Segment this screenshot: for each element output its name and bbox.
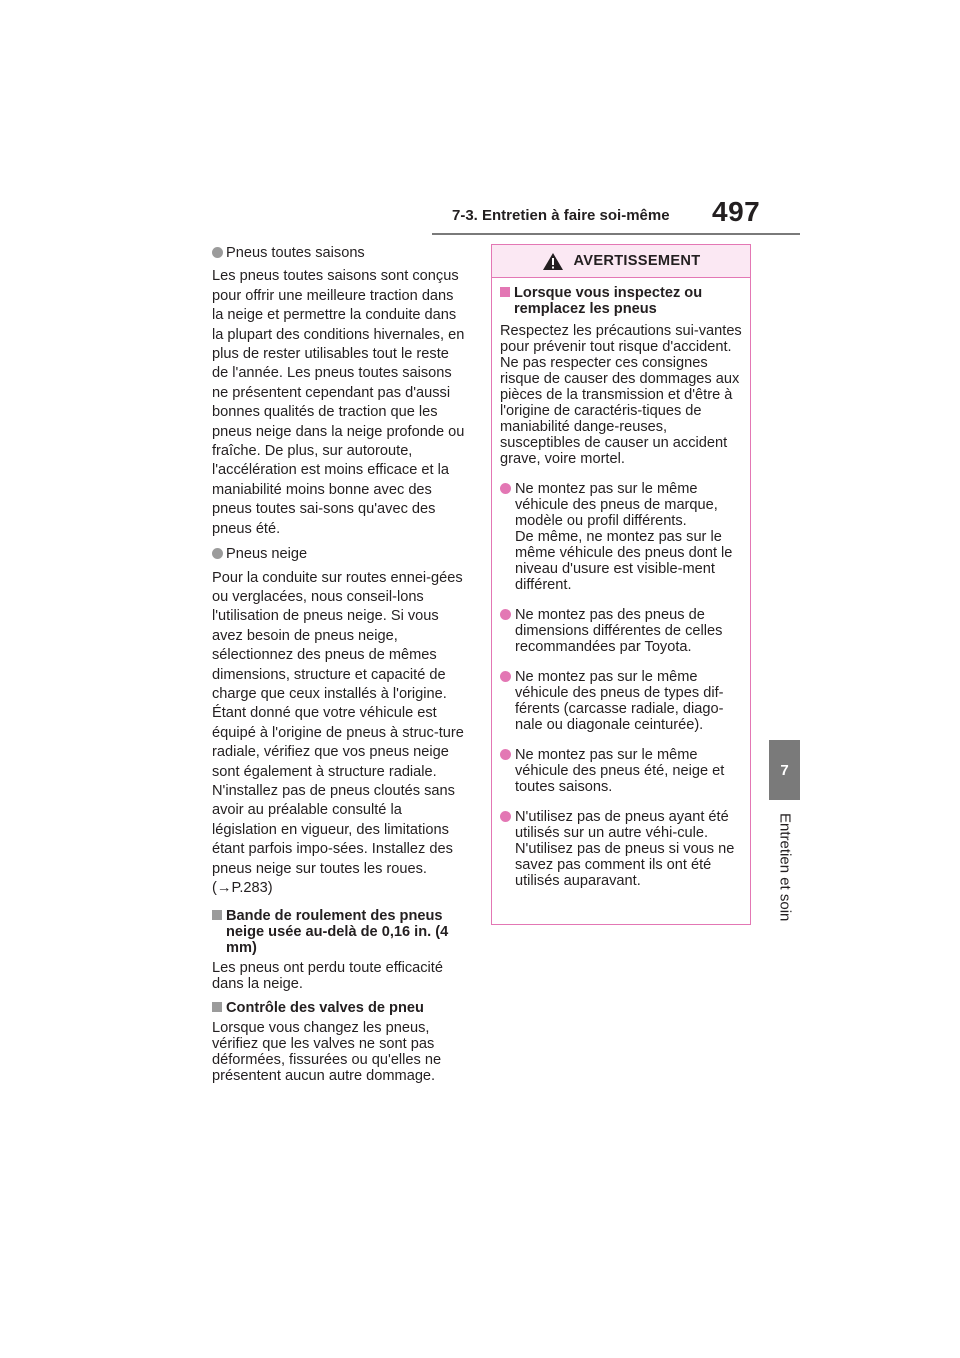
warning-item xyxy=(500,809,742,889)
snow-title: Pneus neige xyxy=(226,546,308,563)
chapter-label xyxy=(770,800,800,935)
warning-item xyxy=(500,607,742,655)
warning-header xyxy=(492,245,750,278)
bullet-icon xyxy=(500,811,511,822)
tread-heading xyxy=(212,908,468,956)
bullet-icon xyxy=(212,247,223,258)
warning-item xyxy=(500,481,742,593)
valve-heading xyxy=(212,1000,468,1016)
snow-paragraph xyxy=(212,569,468,899)
valve-text: Lorsque vous changez les pneus, vérifiez que les valves ne sont pas déformées, fissurées ou qu'elles ne présentent aucun autre dommage. xyxy=(212,1020,442,1085)
section-title: 7-3. Entretien à faire soi-même xyxy=(452,207,670,224)
warning-item-text: Ne montez pas sur le même véhicule des pneus de marque, modèle ou profil différents. De même, ne montez pas sur le même véhicule des pneus dont le niveau d'usure est visible-ment différent. xyxy=(515,481,733,593)
chapter-label-text: Entretien et soin xyxy=(776,813,794,922)
warning-title: AVERTISSEMENT xyxy=(573,253,701,269)
all-season-title: Pneus toutes saisons xyxy=(226,245,365,261)
warning-box xyxy=(491,244,751,925)
all-season-text: Les pneus toutes saisons sont conçus pour offrir une meilleure traction dans la neige et permettre la conduite dans la plupart des conditions hivernales, en plus de rester utilisables tout le reste de l'année. Les pneus toutes saisons ne présentent cependant pas d'aussi bonnes qualités de traction que les pneus neige dans la neige profonde ou fraîche. De plus, sur autoroute, l'accélération est moins efficace et la maniabilité moins bonne avec des pneus toutes sai-sons qu'avec des pneus été. xyxy=(212,268,465,537)
warning-body xyxy=(492,278,750,889)
page-number: 497 xyxy=(712,196,761,227)
bullet-snow xyxy=(212,545,468,564)
square-bullet-icon xyxy=(212,910,222,920)
chapter-tab[interactable]: 7 xyxy=(769,740,800,800)
warning-item-text: Ne montez pas sur le même véhicule des pneus de types dif-férents (carcasse radiale, diago-nale ou diagonale ceinturée). xyxy=(515,669,724,733)
warning-item xyxy=(500,669,742,733)
snow-text: Pour la conduite sur routes ennei-gées ou verglacées, nous conseil-lons l'utilisation de pneus neige. Si vous avez besoin de pneus neige, sélectionnez des pneus de mêmes dimensions, structure et capacité de charge que ceux installés à l'origine. Étant donné que votre véhicule est équipé à l'origine de pneus à struc-ture radiale, vérifiez que vos pneus neige sont également à structure radiale. N'installez pas de pneus cloutés sans avoir au préalable consulté la législation en vigueur, des limitations étant parfois impo-sées. Installez des pneus neige sur toutes les roues. ( xyxy=(212,569,464,896)
valve-title: Contrôle des valves de pneu xyxy=(226,1000,424,1017)
warning-item-text: N'utilisez pas de pneus ayant été utilisés sur un autre véhi-cule. N'utilisez pas de pneus si vous ne savez pas comment ils ont été utilisés auparavant. xyxy=(515,809,735,889)
warning-intro: Respectez les précautions sui-vantes pour prévenir tout risque d'accident. Ne pas respecter ces consignes risque de causer des dommages aux pièces de la transmission et d'être à l'origine de caractéris-tiques de maniabilité dange-reuses, susceptibles de causer un accident grave, voire mortel. xyxy=(500,323,742,467)
square-bullet-icon xyxy=(212,1002,222,1012)
warning-triangle-icon xyxy=(542,252,564,271)
bullet-icon xyxy=(500,483,511,494)
arrow-icon: → xyxy=(216,880,232,896)
square-bullet-icon xyxy=(500,287,510,297)
warning-heading xyxy=(500,285,742,317)
tread-text: Les pneus ont perdu toute efficacité dans la neige. xyxy=(212,960,443,993)
header-divider xyxy=(432,233,800,235)
left-column xyxy=(212,240,468,1084)
bullet-icon xyxy=(500,749,511,760)
bullet-icon xyxy=(500,609,511,620)
warning-heading-text: Lorsque vous inspectez ou remplacez les pneus xyxy=(514,285,703,317)
warning-item-text: Ne montez pas sur le même véhicule des pneus été, neige et toutes saisons. xyxy=(515,747,725,795)
page-reference-link[interactable]: P.283) xyxy=(231,880,273,896)
bullet-icon xyxy=(212,548,223,559)
bullet-all-season xyxy=(212,244,468,263)
warning-item xyxy=(500,747,742,795)
bullet-icon xyxy=(500,671,511,682)
warning-item-text: Ne montez pas des pneus de dimensions différentes de celles recommandées par Toyota. xyxy=(515,607,723,655)
tread-title: Bande de roulement des pneus neige usée au-delà de 0,16 in. (4 mm) xyxy=(226,908,449,957)
